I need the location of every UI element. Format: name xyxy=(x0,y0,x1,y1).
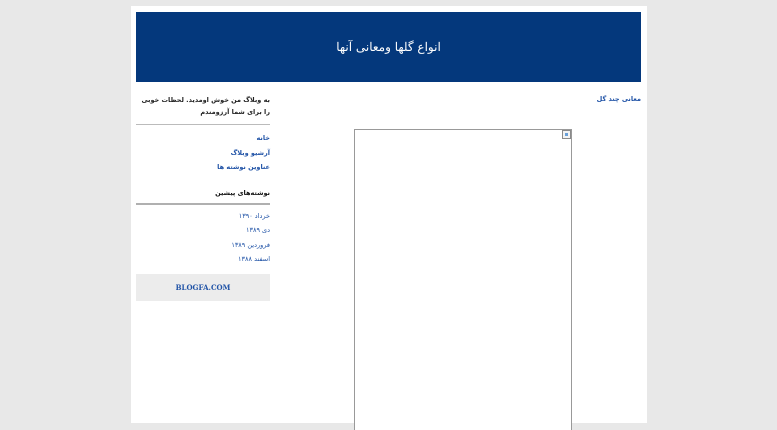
archive-divider xyxy=(136,203,270,205)
archive-link[interactable]: دی ۱۳۸۹ xyxy=(245,226,270,234)
blogfa-badge-label: BLOGFA.COM xyxy=(175,283,231,292)
broken-image-icon xyxy=(562,130,571,139)
blogfa-badge[interactable] xyxy=(136,274,270,301)
page-container xyxy=(131,6,647,423)
blog-description: به وبلاگ من خوش اومدید. لحظات خوبی را برای شما آرزومندم xyxy=(141,96,270,116)
nav-archive-link[interactable]: آرشیو وبلاگ xyxy=(230,148,270,157)
nav-home-link[interactable]: خانه xyxy=(256,134,270,142)
post-title[interactable]: معانی چند گل xyxy=(596,95,641,103)
archive-link[interactable]: فروردین ۱۳۸۹ xyxy=(231,240,270,249)
nav-post-titles-link[interactable]: عناوین نوشته ها xyxy=(217,163,270,171)
blog-header xyxy=(136,12,641,82)
archive-link[interactable]: اسفند ۱۳۸۸ xyxy=(238,255,270,263)
blog-title[interactable]: انواع گلها ومعانی آنها xyxy=(336,40,441,54)
sidebar xyxy=(136,94,270,267)
post-image xyxy=(354,129,572,430)
archive-heading: نوشته‌های پیشین xyxy=(215,188,270,197)
divider xyxy=(136,124,270,125)
archive-link[interactable]: خرداد ۱۳۹۰ xyxy=(238,211,270,220)
